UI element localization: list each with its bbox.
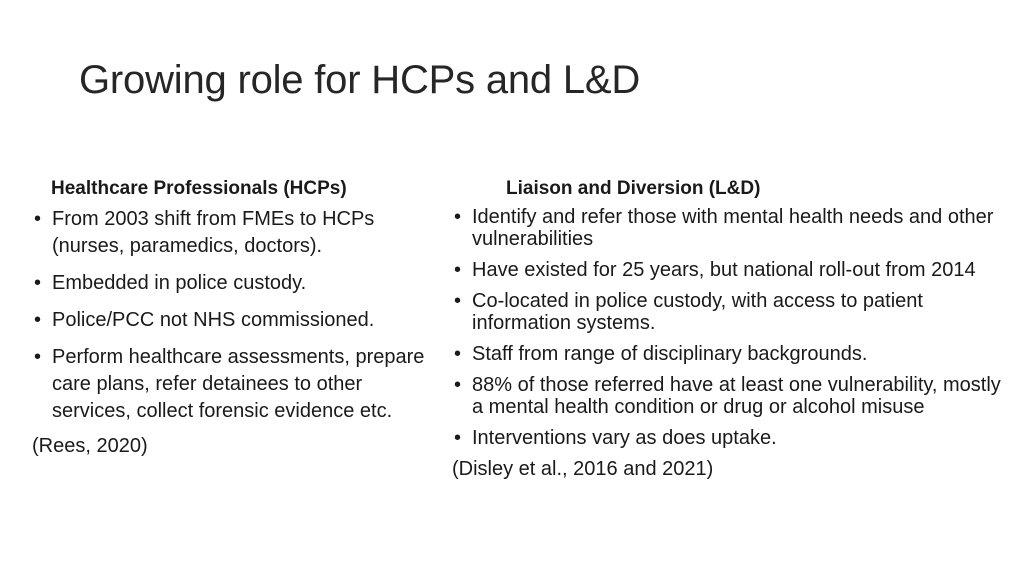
bullet-text: Perform healthcare assessments, prepare care plans, refer detainees to other services, collect forensic evidence etc.	[52, 346, 425, 422]
list-item	[32, 270, 432, 297]
left-heading: Healthcare Professionals (HCPs)	[51, 178, 347, 199]
list-item	[452, 427, 1012, 449]
slide-title: Growing role for HCPs and L&D	[79, 58, 641, 102]
bullet-marker: •	[454, 206, 462, 228]
list-item	[452, 343, 1012, 365]
left-citation: (Rees, 2020)	[32, 435, 148, 457]
list-item	[452, 259, 1012, 281]
bullet-text: Have existed for 25 years, but national roll-out from 2014	[472, 259, 976, 281]
right-column	[452, 178, 1012, 481]
bullet-text: Staff from range of disciplinary backgrounds.	[472, 343, 868, 365]
right-citation: (Disley et al., 2016 and 2021)	[452, 458, 714, 480]
bullet-marker: •	[454, 259, 462, 281]
right-bullet-list	[452, 206, 1012, 449]
bullet-marker: •	[454, 374, 462, 396]
bullet-text: Police/PCC not NHS commissioned.	[52, 309, 375, 331]
bullet-marker: •	[454, 343, 462, 365]
list-item	[32, 206, 432, 260]
list-item	[32, 344, 432, 425]
list-item	[452, 290, 1012, 334]
left-bullet-list	[32, 206, 432, 425]
list-item	[452, 374, 1012, 418]
list-item	[32, 307, 432, 334]
left-column	[32, 178, 432, 458]
bullet-marker: •	[34, 346, 42, 368]
right-heading: Liaison and Diversion (L&D)	[506, 178, 761, 199]
bullet-marker: •	[34, 272, 42, 294]
list-item	[452, 206, 1012, 250]
bullet-marker: •	[34, 309, 42, 331]
bullet-marker: •	[454, 290, 462, 312]
bullet-marker: •	[34, 208, 42, 230]
bullet-text: Interventions vary as does uptake.	[472, 427, 777, 449]
bullet-text: From 2003 shift from FMEs to HCPs (nurses, paramedics, doctors).	[52, 208, 375, 257]
bullet-text: Identify and refer those with mental health needs and other vulnerabilities	[472, 206, 994, 250]
bullet-text: Co-located in police custody, with access to patient information systems.	[472, 290, 923, 334]
bullet-text: Embedded in police custody.	[52, 272, 307, 294]
bullet-text: 88% of those referred have at least one vulnerability, mostly a mental health condition or drug or alcohol misuse	[472, 374, 1001, 418]
bullet-marker: •	[454, 427, 462, 449]
